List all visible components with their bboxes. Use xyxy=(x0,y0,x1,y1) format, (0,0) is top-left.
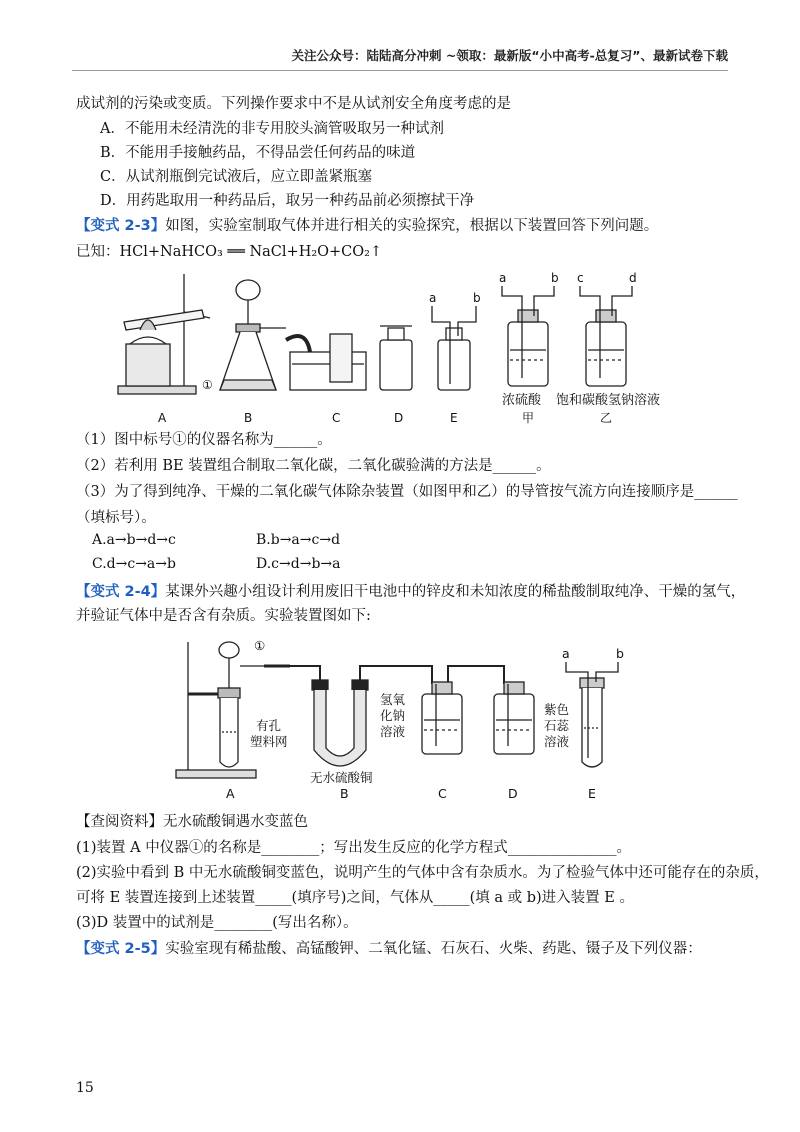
label-naoh-1: 氢氧 xyxy=(380,692,406,707)
label-2-e: E xyxy=(588,786,596,801)
q25-line xyxy=(76,939,702,959)
q23-line xyxy=(76,216,658,236)
q24-tag: 【变式 2-4】 xyxy=(76,584,166,600)
port-2-b: b xyxy=(616,646,624,661)
label-cuso4: 无水硫酸铜 xyxy=(310,770,373,785)
label-naoh-3: 溶液 xyxy=(380,724,406,739)
label-2-b: B xyxy=(340,786,349,801)
port-2-a: a xyxy=(562,646,570,661)
apparatus-2e xyxy=(566,662,618,767)
q24-info: 【查阅资料】无水硫酸铜遇水变蓝色 xyxy=(76,814,308,830)
q23-question-2: （2）若利用 BE 装置组合制取二氧化碳，二氧化碳验满的方法是______。 xyxy=(76,458,551,474)
q23-known: 已知：HCl+NaHCO₃ ══ NaCl+H₂O+CO₂↑ xyxy=(76,244,383,260)
page-header: 关注公众号：陆陆高分冲刺 ~领取：最新版“小中高考-总复习”、最新试卷下载 xyxy=(291,48,728,63)
q22-stem: 成试剂的污染或变质。下列操作要求中不是从试剂安全角度考虑的是 xyxy=(76,96,511,112)
label-e: E xyxy=(450,411,458,425)
port-d-yi: d xyxy=(629,271,637,285)
port-a-jia: a xyxy=(499,271,507,285)
label-2-d: D xyxy=(508,786,518,801)
label-mesh-2: 塑料网 xyxy=(250,734,288,749)
port-b-jia: b xyxy=(551,271,559,285)
apparatus-2b xyxy=(312,680,368,766)
label-b: B xyxy=(244,411,253,425)
label-litmus-2: 石蕊 xyxy=(544,718,570,733)
q24-stem-2: 并验证气体中是否含有杂质。实验装置图如下: xyxy=(76,608,371,624)
q22-option-b: B．不能用手接触药品，不得品尝任何药品的味道 xyxy=(100,145,416,161)
label-litmus-3: 溶液 xyxy=(544,734,570,749)
figure-apparatus-1 xyxy=(110,266,670,428)
q22-option-d: D．用药匙取用一种药品后，取另一种药品前必须擦拭干净 xyxy=(100,193,475,209)
q23-question-1: （1）图中标号①的仪器名称为______。 xyxy=(76,432,332,448)
apparatus-2c xyxy=(422,682,462,754)
label-yi-reagent: 饱和碳酸氢钠溶液 xyxy=(556,393,661,408)
q23-choice-d: D.c→d→b→a xyxy=(256,556,341,572)
q22-option-a: A．不能用未经清洗的非专用胶头滴管吸取另一种试剂 xyxy=(100,121,444,137)
port-a-e: a xyxy=(429,291,437,305)
port-c-yi: c xyxy=(577,271,584,285)
page-number: 15 xyxy=(76,1080,94,1096)
label-naoh-2: 化钠 xyxy=(380,708,406,723)
label-yi: 乙 xyxy=(600,411,613,425)
apparatus-jia xyxy=(502,286,554,386)
label-litmus-1: 紫色 xyxy=(544,702,570,717)
label-2-a: A xyxy=(226,786,235,801)
apparatus-2d xyxy=(494,682,534,754)
marker-2-1: ① xyxy=(254,638,266,653)
apparatus-e xyxy=(432,306,476,390)
label-jia: 甲 xyxy=(522,411,535,425)
apparatus-2a xyxy=(176,642,290,778)
q23-stem: 如图，实验室制取气体并进行相关的实验探究，根据以下装置回答下列问题。 xyxy=(165,218,659,234)
figure-apparatus-2 xyxy=(170,632,650,804)
apparatus-yi xyxy=(580,286,632,386)
q24-stem-1: 某课外兴趣小组设计利用废旧干电池中的锌皮和未知浓度的稀盐酸制取纯净、干燥的氢气， xyxy=(165,584,746,600)
label-jia-reagent: 浓硫酸 xyxy=(502,393,542,408)
q24-question-3: (3)D 装置中的试剂是________(写出名称）。 xyxy=(76,915,358,931)
marker-1: ① xyxy=(202,378,213,392)
q24-line-1 xyxy=(76,582,745,602)
q23-choice-b: B.b→a→c→d xyxy=(256,532,341,548)
q23-tag: 【变式 2-3】 xyxy=(76,218,166,234)
q23-question-3: （3）为了得到纯净、干燥的二氧化碳气体除杂装置（如图甲和乙）的导管按气流方向连接顺序是______ xyxy=(76,484,738,500)
q25-tag: 【变式 2-5】 xyxy=(76,941,166,957)
q24-question-2-tail: 可将 E 装置连接到上述装置_____(填序号)之间，气体从_____(填 a 或 b)进入装置 E 。 xyxy=(76,890,634,906)
apparatus-c xyxy=(286,334,366,390)
apparatus-d xyxy=(380,326,412,390)
q23-choice-a: A.a→b→d→c xyxy=(92,532,176,548)
port-b-e: b xyxy=(473,291,481,305)
apparatus-a xyxy=(118,274,210,394)
header-rule xyxy=(72,70,728,71)
label-a: A xyxy=(158,411,167,425)
q25-stem: 实验室现有稀盐酸、高锰酸钾、二氧化锰、石灰石、火柴、药匙、镊子及下列仪器： xyxy=(165,941,702,957)
q23-question-3-tail: （填标号）。 xyxy=(76,510,156,526)
q23-choice-c: C.d→c→a→b xyxy=(92,556,176,572)
label-c: C xyxy=(332,411,341,425)
q22-option-c: C．从试剂瓶倒完试液后，应立即盖紧瓶塞 xyxy=(100,169,373,185)
label-2-c: C xyxy=(438,786,447,801)
q24-question-2: (2)实验中看到 B 中无水硫酸铜变蓝色，说明产生的气体中含有杂质水。为了检验气体中还可能存在的杂质， xyxy=(76,865,769,881)
q24-question-1: (1)装置 A 中仪器①的名称是________；写出发生反应的化学方程式_______________。 xyxy=(76,840,631,856)
apparatus-b xyxy=(220,280,286,390)
label-d: D xyxy=(394,411,404,425)
label-mesh-1: 有孔 xyxy=(256,718,282,733)
